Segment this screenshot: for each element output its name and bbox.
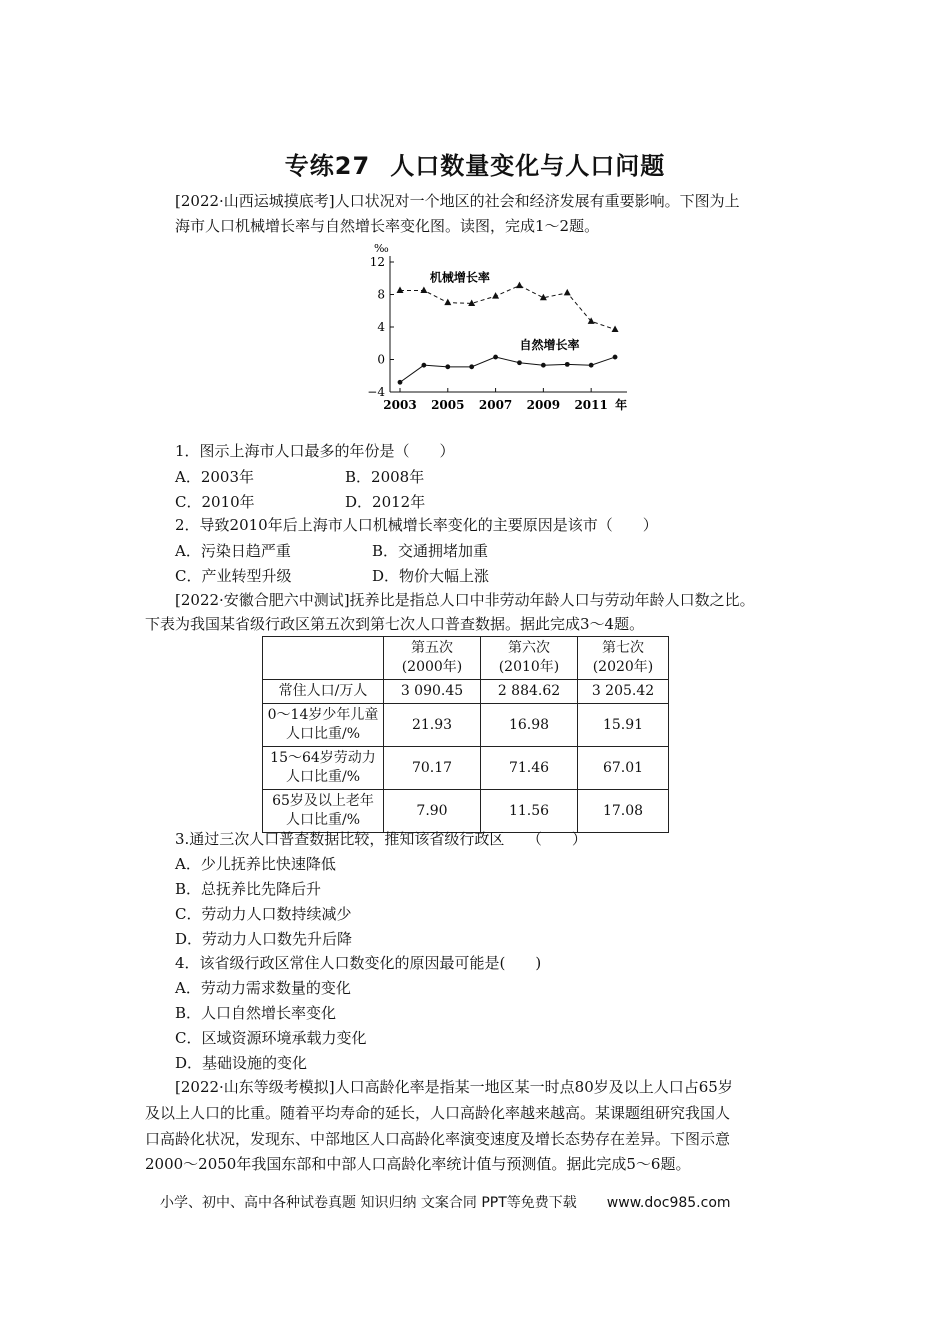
intro3-line1: [2022·山东等级考模拟]人口高龄化率是指某一地区某一时点80岁及以上人口占65岁 [175,1078,733,1096]
q1-option-c[interactable]: C．2010年 [175,493,255,511]
y-unit-label: ‰ [374,242,389,255]
x-tick-label: 2009 [526,398,561,412]
data-point [397,286,404,293]
table-cell: 2 884.62 [481,680,578,704]
intro3-line3: 口高龄化状况，发现东、中部地区人口高龄化率演变速度及增长态势存在差异。下图示意 [145,1130,731,1148]
q4-option-c[interactable]: C．区域资源环境承载力变化 [175,1029,367,1047]
x-unit-label: 年 [615,398,628,412]
x-tick-label: 2011 [574,398,608,412]
table-cell: 71.46 [481,747,578,790]
footer-url[interactable]: www.doc985.com [606,1195,731,1211]
data-point [492,292,499,299]
table-cell: 15.91 [578,704,669,747]
data-point [420,286,427,293]
series-label: 机械增长率 [429,270,490,285]
intro3-line2: 及以上人口的比重。随着平均寿命的延长，人口高龄化率越来越高。某课题组研究我国人 [145,1104,731,1122]
x-tick-label: 2003 [383,398,417,412]
q2-option-a[interactable]: A．污染日趋严重 [175,542,291,560]
q4-option-d[interactable]: D．基础设施的变化 [175,1054,308,1072]
y-tick-label: 12 [369,255,385,269]
x-tick-label: 2005 [431,398,465,412]
chart-axes [390,256,627,392]
table-header-cell: 第六次 (2010年) [481,637,578,680]
title-number: 专练27 [284,152,371,180]
data-point [398,380,403,385]
row-label: 15～64岁劳动力 人口比重/% [263,747,384,790]
table-cell: 11.56 [481,790,578,833]
y-tick-label: 4 [377,320,385,334]
q4-option-a[interactable]: A．劳动力需求数量的变化 [175,979,351,997]
table-corner-cell [263,637,384,680]
q3-stem: 3.通过三次人口普查数据比较，推知该省级行政区 （ ） [175,830,587,848]
series-line-1 [400,286,615,330]
q2-option-d[interactable]: D．物价大幅上涨 [372,567,490,585]
data-point [613,355,618,360]
footer [160,1192,731,1212]
q1-option-a[interactable]: A．2003年 [175,468,255,486]
q4-stem: 4．该省级行政区常住人口数变化的原因最可能是( ) [175,954,542,972]
data-point [565,362,570,367]
data-point [493,355,498,360]
data-point [469,364,474,369]
table-cell: 17.08 [578,790,669,833]
data-point [612,325,619,332]
table-cell: 16.98 [481,704,578,747]
data-point [517,360,522,365]
table-cell: 7.90 [384,790,481,833]
census-table [262,636,669,833]
series-line-2 [400,357,615,382]
row-label: 0～14岁少年儿童 人口比重/% [263,704,384,747]
table-row [263,680,669,704]
q3-option-c[interactable]: C．劳动力人口数持续减少 [175,905,352,923]
table-cell: 67.01 [578,747,669,790]
q3-option-a[interactable]: A．少儿抚养比快速降低 [175,855,336,873]
y-tick-label: 0 [377,352,385,367]
q1-option-d[interactable]: D．2012年 [345,493,426,511]
table-row [263,790,669,833]
data-point [589,363,594,368]
growth-rate-chart [355,240,655,418]
table-cell: 21.93 [384,704,481,747]
intro1-line2: 海市人口机械增长率与自然增长率变化图。读图，完成1～2题。 [175,217,600,235]
intro2-line2: 下表为我国某省级行政区第五次到第七次人口普查数据。据此完成3～4题。 [145,615,645,633]
intro1-line1: [2022·山西运城摸底考]人口状况对一个地区的社会和经济发展有重要影响。下图为上 [175,192,740,210]
row-label: 65岁及以上老年 人口比重/% [263,790,384,833]
table-header-row [263,637,669,680]
q2-option-c[interactable]: C．产业转型升级 [175,567,292,585]
data-point [445,364,450,369]
table-cell: 3 090.45 [384,680,481,704]
q3-option-b[interactable]: B．总抚养比先降后升 [175,880,322,898]
q2-stem: 2．导致2010年后上海市人口机械增长率变化的主要原因是该市（ ） [175,516,658,534]
data-point [564,289,571,296]
table-header-cell: 第五次 (2000年) [384,637,481,680]
data-point [421,363,426,368]
q4-option-b[interactable]: B．人口自然增长率变化 [175,1004,337,1022]
row-label: 常住人口/万人 [263,680,384,704]
q3-option-d[interactable]: D．劳动力人口数先升后降 [175,930,353,948]
page-title [0,146,950,181]
intro2-line1: [2022·安徽合肥六中测试]抚养比是指总人口中非劳动年龄人口与劳动年龄人口数之比。 [175,591,755,609]
y-tick-label: 8 [377,287,385,302]
title-text: 人口数量变化与人口问题 [390,152,666,180]
table-cell: 70.17 [384,747,481,790]
q1-option-b[interactable]: B．2008年 [345,468,425,486]
q1-stem: 1．图示上海市人口最多的年份是（ ） [175,442,455,460]
table-cell: 3 205.42 [578,680,669,704]
y-tick-label: −4 [367,385,385,399]
series-label: 自然增长率 [519,337,580,352]
table-header-cell: 第七次 (2020年) [578,637,669,680]
table-row [263,704,669,747]
x-tick-label: 2007 [478,398,513,412]
footer-text: 小学、初中、高中各种试卷真题 知识归纳 文案合同 PPT等免费下载 [160,1195,577,1211]
q2-option-b[interactable]: B．交通拥堵加重 [372,542,489,560]
intro3-line4: 2000～2050年我国东部和中部人口高龄化率统计值与预测值。据此完成5～6题。 [145,1155,691,1173]
data-point [516,282,523,289]
table-row [263,747,669,790]
data-point [541,363,546,368]
data-point [444,299,451,306]
